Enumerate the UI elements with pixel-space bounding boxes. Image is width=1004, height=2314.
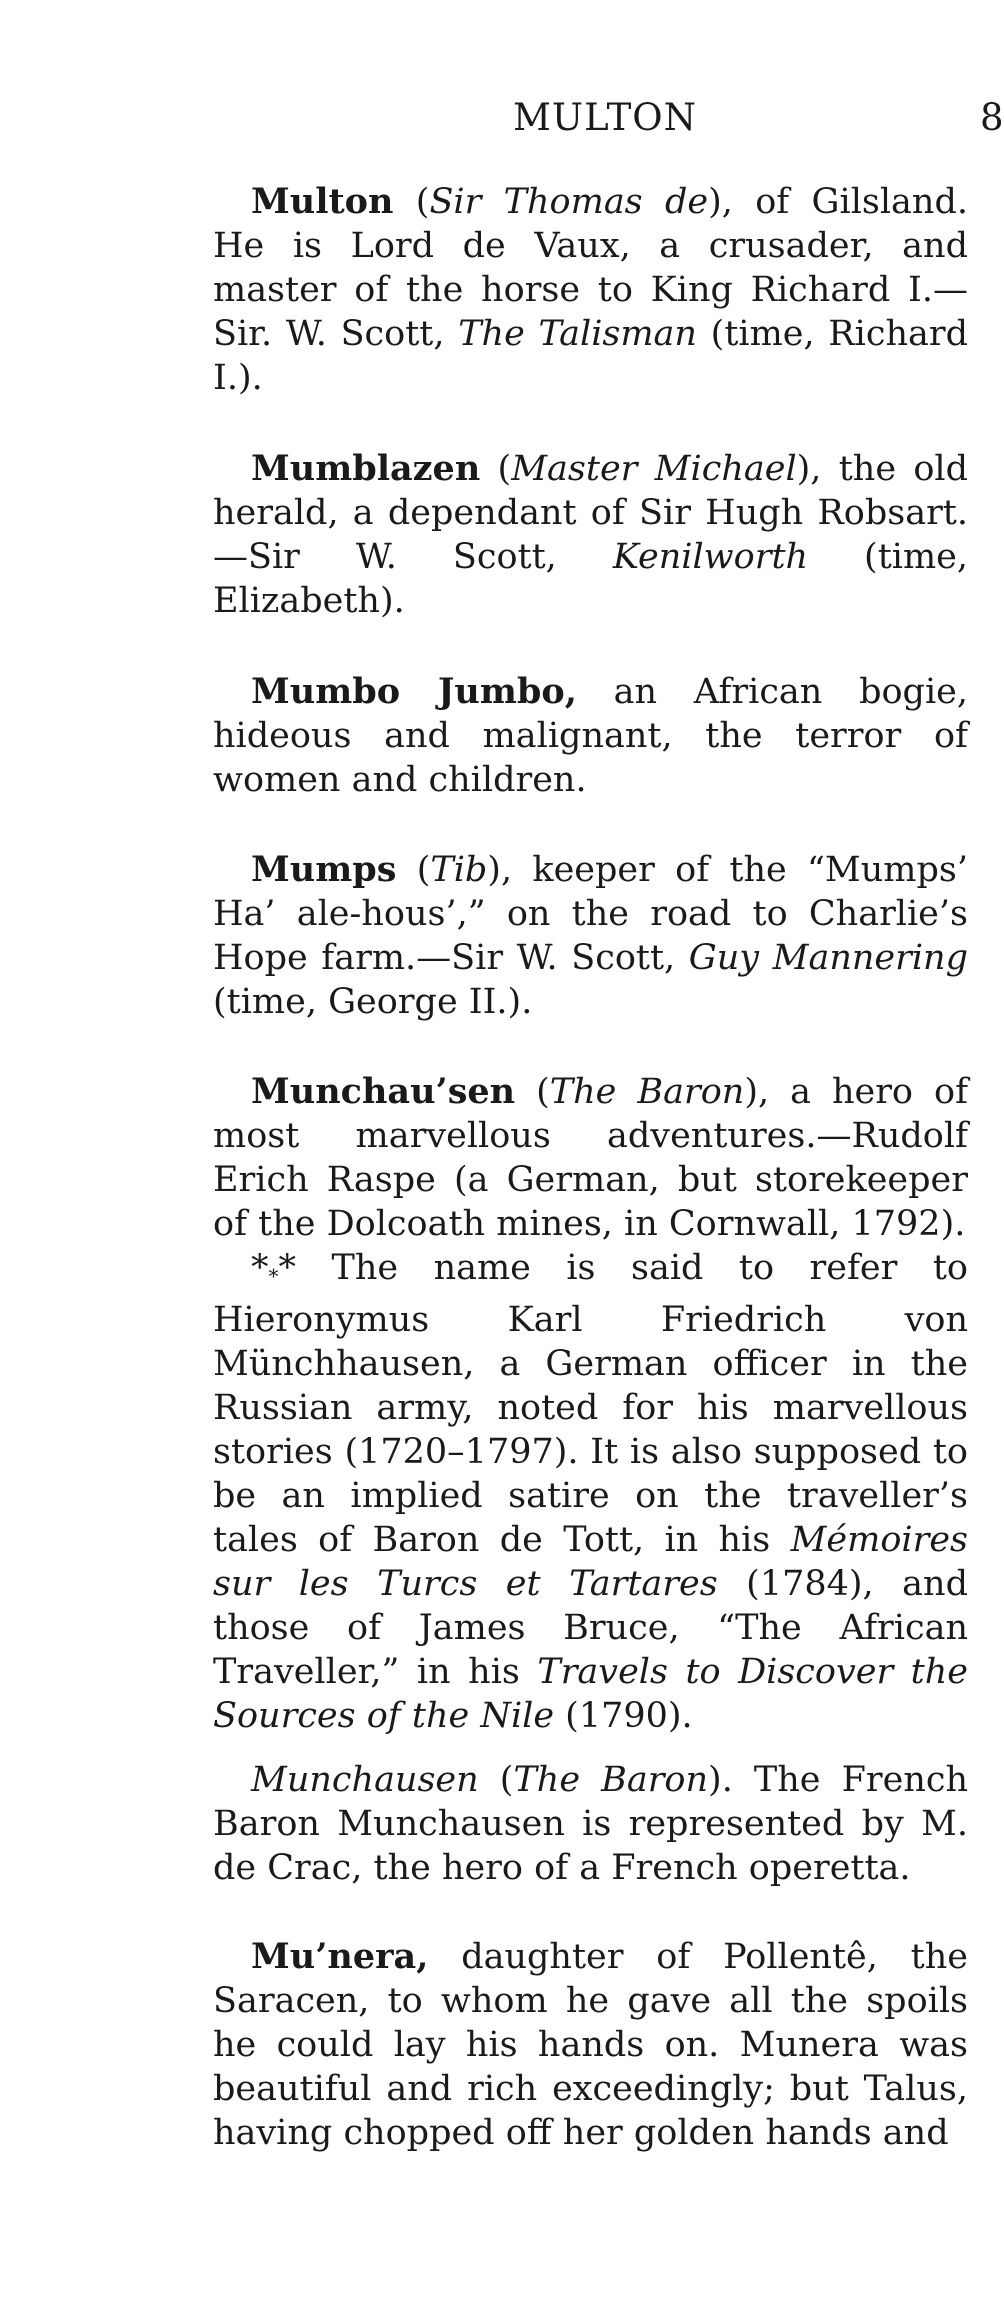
entry-qualifier: The Baron (549, 1072, 745, 1112)
running-head: MULTON (513, 96, 698, 139)
entry-term: Mumblazen (251, 448, 481, 489)
entry-qualifier: Master Michael (511, 449, 797, 489)
work-title: Travels to Discover the Sources of the Nile (213, 1652, 968, 1736)
entry-text: Mumps (Tib), keeper of the “Mumps’ Ha’ ale-hous’,” on the road to Charlie’s Hope farm.—Sir W. Scott, Guy Mannering (time, George II.). (213, 849, 968, 1022)
page-number: 8 (980, 96, 1004, 139)
entry-text: Mumbo Jumbo, an African bogie, hideous and malignant, the terror of women and children. (213, 671, 968, 800)
entry-mumbo-jumbo (213, 670, 968, 802)
entry-text: Mumblazen (Master Michael), the old herald, a dependant of Sir Hugh Robsart. —Sir W. Scott, Kenilworth (time, Elizabeth). (213, 448, 968, 621)
entry-text: Munchau’sen (The Baron), a hero of most marvellous adventures.—Rudolf Erich Raspe (a German, but storekeeper of the Dolcoath mines, in Cornwall, 1792). (213, 1071, 969, 1244)
entry-term: Multon (251, 181, 394, 222)
entry-text: Munchausen (The Baron). The French Baron Munchausen is represented by M. de Crac, the hero of a French operetta. (213, 1760, 968, 1888)
entry-text: Multon (Sir Thomas de), of Gilsland. He is Lord de Vaux, a crusader, and master of the horse to King Richard I.—Sir. W. Scott, The Talisman (time, Richard I.). (213, 181, 968, 398)
entry-term: Mumbo Jumbo, (251, 671, 577, 712)
entry-note: $*_**$ The name is said to refer to Hieronymus Karl Friedrich von Münchhausen, a German officer in the Russian army, noted for his marvellous stories (1720–1797). It is also supposed to be an implied satire on the traveller’s tales of Baron de Tott, in his Mémoires sur les Turcs et Tartares (1784), and those of James Bruce, “The African Traveller,” in his Travels to Discover the Sources of the Nile (1790). (213, 1248, 968, 1736)
work-title: The Talisman (458, 314, 697, 354)
entry-munchausen-french (213, 1758, 968, 1890)
entry-qualifier: The Baron (513, 1760, 709, 1800)
work-title: Kenilworth (612, 537, 809, 577)
work-title: Mémoires sur les Turcs et Tartares (213, 1520, 968, 1604)
entry-term: Munchau’sen (251, 1071, 516, 1112)
entry-term: Mumps (251, 849, 397, 890)
page-header (0, 96, 1004, 146)
work-title: Guy Mannering (688, 938, 968, 978)
entry-mumblazen (213, 447, 968, 623)
entry-munchausen (213, 1070, 968, 1738)
entry-term: Mu’nera, (251, 1936, 429, 1977)
entry-munera (213, 1935, 968, 2155)
entry-multon (213, 180, 968, 400)
entry-mumps (213, 848, 968, 1024)
entry-text: Mu’nera, daughter of Pollentê, the Saracen, to whom he gave all the spoils he could lay his hands on. Munera was beautiful and rich exceedingly; but Talus, having chopped off her golden hands and (213, 1936, 968, 2153)
entry-qualifier: Sir Thomas de (429, 182, 709, 222)
entry-qualifier: Tib (430, 850, 488, 890)
entry-term: Munchausen (251, 1760, 479, 1800)
note-mark: $*_**$ (251, 1248, 296, 1288)
